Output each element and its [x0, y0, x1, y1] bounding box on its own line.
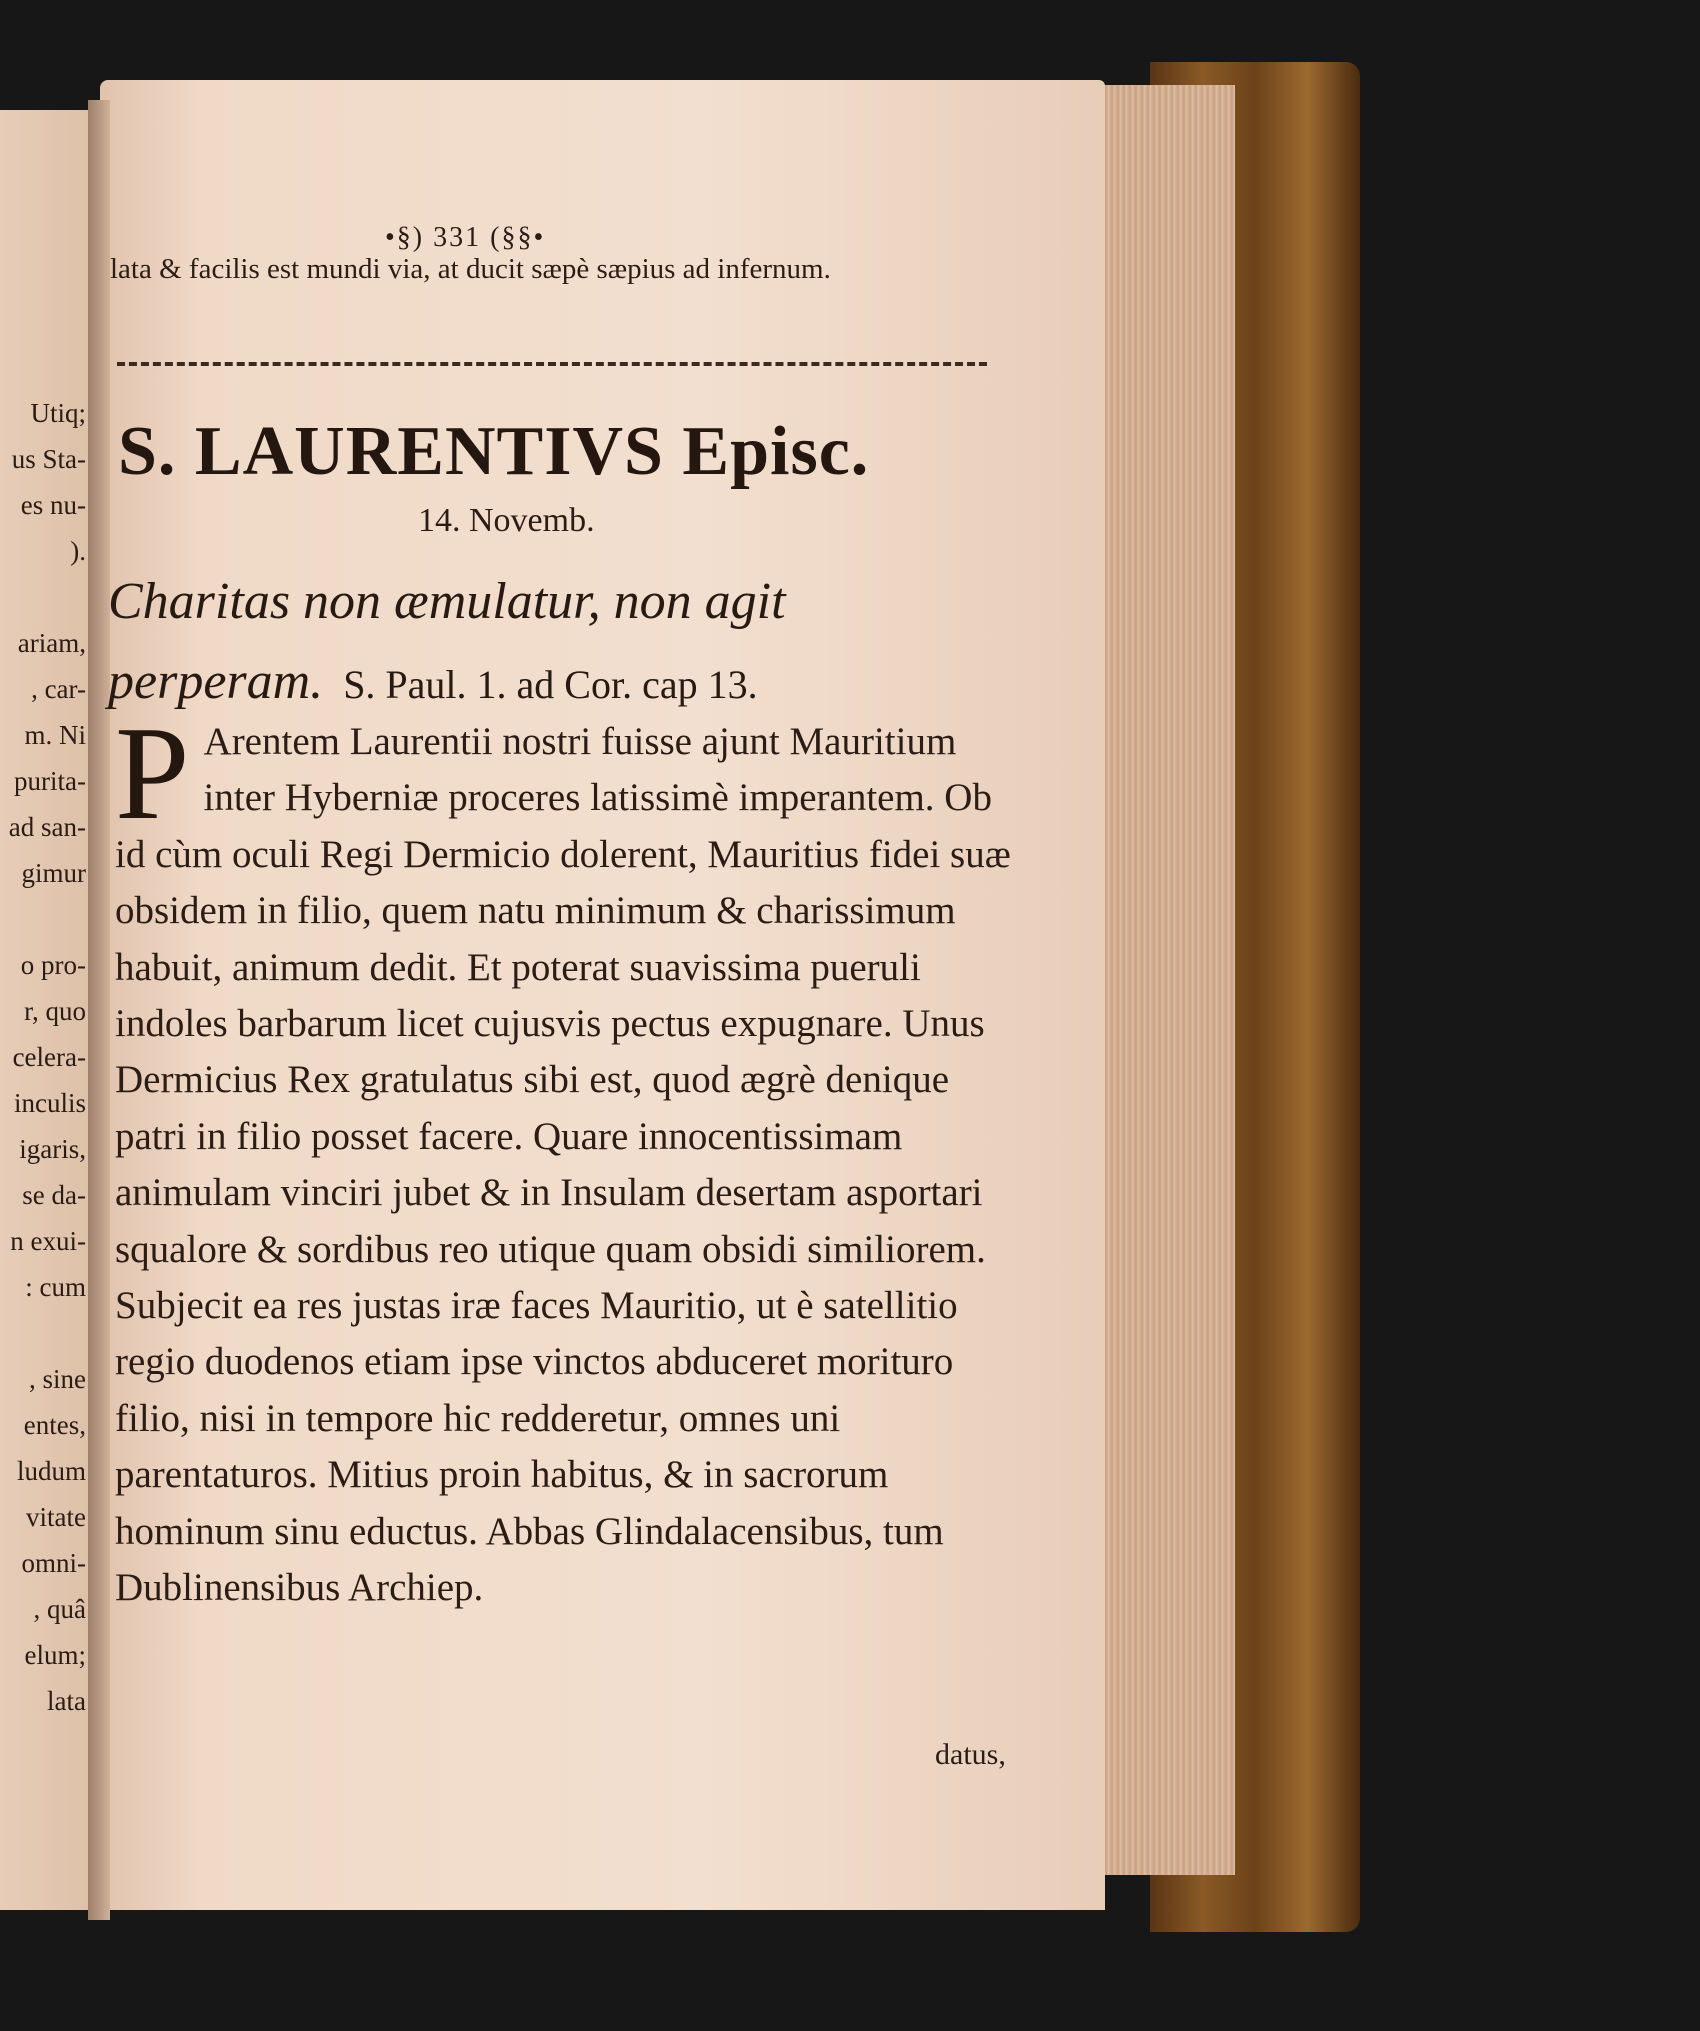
left-page-line: elum;	[24, 1640, 86, 1670]
left-page-line: entes,	[23, 1410, 86, 1440]
catchword: datus,	[935, 1738, 1006, 1771]
page-number: •§) 331 (§§•	[385, 222, 546, 253]
left-page-line	[0, 896, 86, 942]
left-page-line: purita-	[14, 766, 86, 796]
left-page-line: omni-	[21, 1548, 86, 1578]
left-page-line: r, quo	[24, 996, 86, 1026]
left-page-line: n exui-	[10, 1226, 86, 1256]
left-page-line: inculis	[14, 1088, 86, 1118]
left-page-line: celera-	[12, 1042, 86, 1072]
body-text	[115, 699, 1020, 1617]
left-page-line: ad san-	[8, 812, 86, 842]
feast-date: 14. Novemb.	[418, 502, 595, 539]
left-page-line: , car-	[31, 674, 86, 704]
left-page-line: , sine	[29, 1364, 86, 1394]
left-page-line: es nu-	[20, 490, 86, 520]
left-page-line: us Sta-	[11, 444, 86, 474]
left-page-line: gimur	[21, 858, 86, 888]
continuation-text: lata & facilis est mundi via, at ducit sæpè sæpius ad infernum.	[110, 253, 831, 285]
body-paragraph: Arentem Laurentii nostri fuisse ajunt Mauritium inter Hyberniæ proceres latissimè imperantem. Ob id cùm oculi Regi Dermicio dolerent, Mauritius fidei suæ obsidem in filio, quem natu minimum & charissimum habuit, animum dedit. Et poterat suavissima pueruli indoles barbarum licet cujusvis pectus expugnare. Unus Dermicius Rex gratulatus sibi est, quod ægrè denique patri in filio posset facere. Quare innocentissimam animulam vinciri jubet & in Insulam desertam asportari squalore & sordibus reo utique quam obsidi similiorem. Subjecit ea res justas iræ faces Mauritio, ut è satellitio regio duodenos etiam ipse vinctos abduceret morituro filio, nisi in tempore hic redderetur, omnes uni parentaturos. Mitius proin habitus, & in sacrorum hominum sinu eductus. Abbas Glindalacensibus, tum Dublinensibus Archiep.	[115, 720, 1011, 1610]
left-page-line: ariam,	[17, 628, 86, 658]
left-page-line: ludum	[16, 1456, 86, 1486]
left-page-line: ).	[70, 536, 86, 566]
left-page-line: lata	[47, 1686, 86, 1716]
left-page-line: Utiq;	[30, 398, 86, 428]
left-page-line: , quâ	[33, 1594, 86, 1624]
left-page-line: : cum	[25, 1272, 86, 1302]
page-edges	[1085, 85, 1235, 1875]
section-rule	[117, 362, 987, 366]
left-page-line: o pro-	[20, 950, 86, 980]
left-page-line	[0, 1310, 86, 1356]
left-page-text	[0, 390, 86, 1724]
left-page	[0, 110, 100, 1910]
left-page-line: se da-	[22, 1180, 86, 1210]
left-page-line: vitate	[26, 1502, 86, 1532]
motto	[108, 562, 1008, 725]
left-page-line: igaris,	[19, 1134, 86, 1164]
left-page-line	[0, 574, 86, 620]
motto-reference: S. Paul. 1. ad Cor. cap 13.	[343, 662, 758, 707]
drop-cap: P	[115, 699, 190, 847]
motto-text: Charitas non æmulatur, non agit perperam.	[108, 573, 786, 710]
section-title: S. LAURENTIVS Episc.	[118, 413, 870, 490]
gutter	[88, 100, 110, 1920]
left-page-line: m. Ni	[24, 720, 86, 750]
